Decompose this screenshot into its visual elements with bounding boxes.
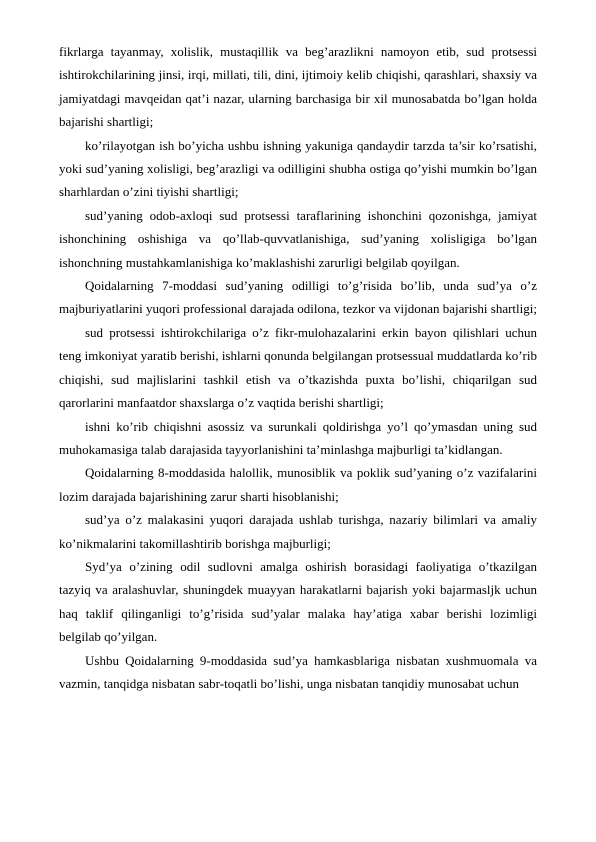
paragraph-4: Qoidalarning 7-moddasi sud’yaning odilligi to’g’risida bo’lib, unda sud’ya o’z majburiyatlarini yuqori professional darajada odilona, tezkor va vijdonan bajarishi shartligi; (59, 278, 537, 317)
paragraph-6: ishni ko’rib chiqishni asossiz va surunkali qoldirishga yo’l qo’ymasdan uning sud muhokamasiga talab darajasida tayyorlanishini ta’minlashga majburligi ta’kidlangan. (59, 418, 537, 457)
paragraph-1: fikrlarga tayanmay, xolislik, mustaqillik va beg’arazlikni namoyon etib, sud protsessi ishtirokchilarining jinsi, irqi, millati, tili, dini, ijtimoiy kelib chiqishi, qarashlari, shaxsiy va jamiyatdagi mavqeidan qat’i nazar, ularning barchasiga bir xil munosabatda bo’lgan holda bajarishi shartligi; (59, 44, 537, 130)
paragraph-2: ko’rilayotgan ish bo’yicha ushbu ishning yakuniga qandaydir tarzda ta’sir ko’rsatishi, yoki sud’yaning xolisligi, beg’arazligi va odilligini shubha ostiga qo’yishi mumkin bo’lgan sharhlardan o’zini tiyishi shartligi; (59, 137, 537, 200)
paragraph-5: sud protsessi ishtirokchilariga o’z fikr-mulohazalarini erkin bayon qilishlari uchun teng imkoniyat yaratib berishi, ishlarni qonunda belgilangan protsessual muddatlarda ko’rib chiqishi, sud majlislarini tashkil etish va o’tkazishda puxta bo’lishi, chiqarilgan sud qarorlarini manfaatdor shaxslarga o’z vaqtida berishi shartligi; (59, 324, 537, 411)
paragraph-8: sud’ya o’z malakasini yuqori darajada ushlab turishga, nazariy bilimlari va amaliy ko’nikmalarini takomillashtirib borishga majburligi; (59, 512, 537, 551)
paragraph-9: Syd’ya o’zining odil sudlovni amalga oshirish borasidagi faoliyatiga o’tkazilgan tazyiq va aralashuvlar, shuningdek muayyan harakatlarni bajarish yoki bajarmasljk uchun haq taklif qilinganligi to’g’risida sud’yalar malaka hay’atiga xabar berishi lozimligi belgilab qo’yilgan. (59, 558, 537, 645)
paragraph-10: Ushbu Qoidalarning 9-moddasida sud’ya hamkasblariga nisbatan xushmuomala va vazmin, tanqidga nisbatan sabr-toqatli bo’lishi, unga nisbatan tanqidiy munosabat uchun (59, 652, 537, 691)
document-page (59, 40, 537, 695)
paragraph-7: Qoidalarning 8-moddasida halollik, munosiblik va poklik sud’yaning o’z vazifalarini lozim darajada bajarishining zarur sharti hisoblanishi; (59, 465, 537, 504)
paragraph-3: sud’yaning odob-axloqi sud protsessi taraflarining ishonchini qozonishga, jamiyat ishonchining oshishiga va qo’llab-quvvatlanishiga, sud’yaning xolisligiga bo’lgan ishonchning mustahkamlanishiga ko’maklashishi zarurligi belgilab qoyilgan. (59, 207, 537, 270)
